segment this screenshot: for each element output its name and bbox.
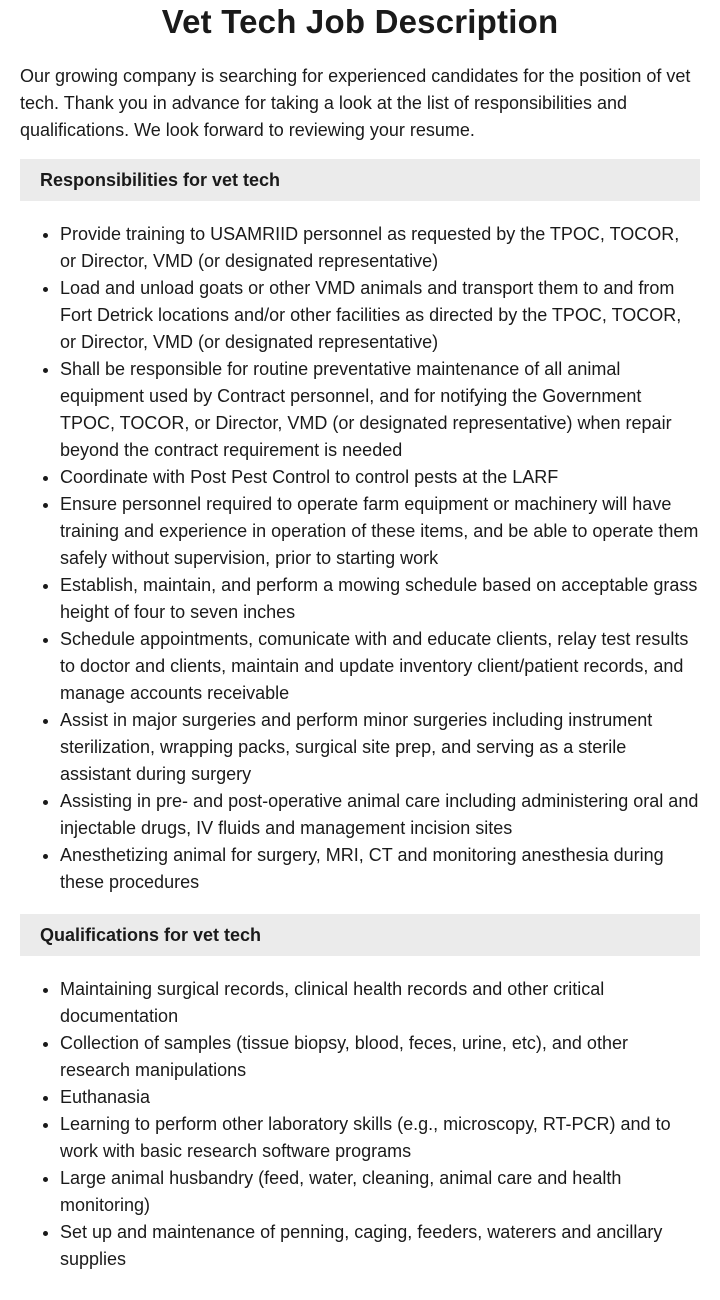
responsibility-item: • Load and unload goats or other VMD animals and transport them to and from Fort Detrick locations and/or other facilities as directed by the TPOC, TOCOR, or Director, VMD (or designated representative) [60, 275, 700, 356]
responsibility-item: • Schedule appointments, comunicate with and educate clients, relay test results to doctor and clients, maintain and update inventory client/patient records, and manage accounts receivable [60, 626, 700, 707]
responsibility-item: • Shall be responsible for routine preventative maintenance of all animal equipment used by Contract personnel, and for notifying the Government TPOC, TOCOR, or Director, VMD (or designated representative) when repair beyond the contract requirement is needed [60, 356, 700, 464]
responsibility-item: • Assist in major surgeries and perform minor surgeries including instrument sterilization, wrapping packs, surgical site prep, and serving as a sterile assistant during surgery [60, 707, 700, 788]
responsibility-item: • Assisting in pre- and post-operative animal care including administering oral and injectable drugs, IV fluids and management incision sites [60, 788, 700, 842]
qualification-item: • Euthanasia [60, 1084, 700, 1111]
qualification-item: • Learning to perform other laboratory skills (e.g., microscopy, RT-PCR) and to work with basic research software programs [60, 1111, 700, 1165]
responsibility-item: • Anesthetizing animal for surgery, MRI, CT and monitoring anesthesia during these procedures [60, 842, 700, 896]
qualification-item: • Set up and maintenance of penning, caging, feeders, waterers and ancillary supplies [60, 1219, 700, 1273]
responsibility-item: • Establish, maintain, and perform a mowing schedule based on acceptable grass height of four to seven inches [60, 572, 700, 626]
responsibility-item: • Ensure personnel required to operate farm equipment or machinery will have training and experience in operation of these items, and be able to operate them safely without supervision, prior to starting work [60, 491, 700, 572]
page-title: Vet Tech Job Description [161, 3, 559, 40]
responsibilities-heading: Responsibilities for vet tech [20, 159, 700, 201]
responsibility-item: • Provide training to USAMRIID personnel as requested by the TPOC, TOCOR, or Director, VMD (or designated representative) [60, 221, 700, 275]
responsibility-item: • Coordinate with Post Pest Control to control pests at the LARF [60, 464, 700, 491]
qualifications-heading: Qualifications for vet tech [20, 914, 700, 956]
qualifications-list [20, 976, 700, 1273]
qualification-item: • Maintaining surgical records, clinical health records and other critical documentation [60, 976, 700, 1030]
intro-paragraph: Our growing company is searching for experienced candidates for the position of vet tech. Thank you in advance for taking a look at the list of responsibilities and qualifications. We look forward to reviewing your resume. [20, 66, 691, 140]
qualification-item: • Collection of samples (tissue biopsy, blood, feces, urine, etc), and other research manipulations [60, 1030, 700, 1084]
qualification-item: • Large animal husbandry (feed, water, cleaning, animal care and health monitoring) [60, 1165, 700, 1219]
responsibilities-list [20, 221, 700, 896]
